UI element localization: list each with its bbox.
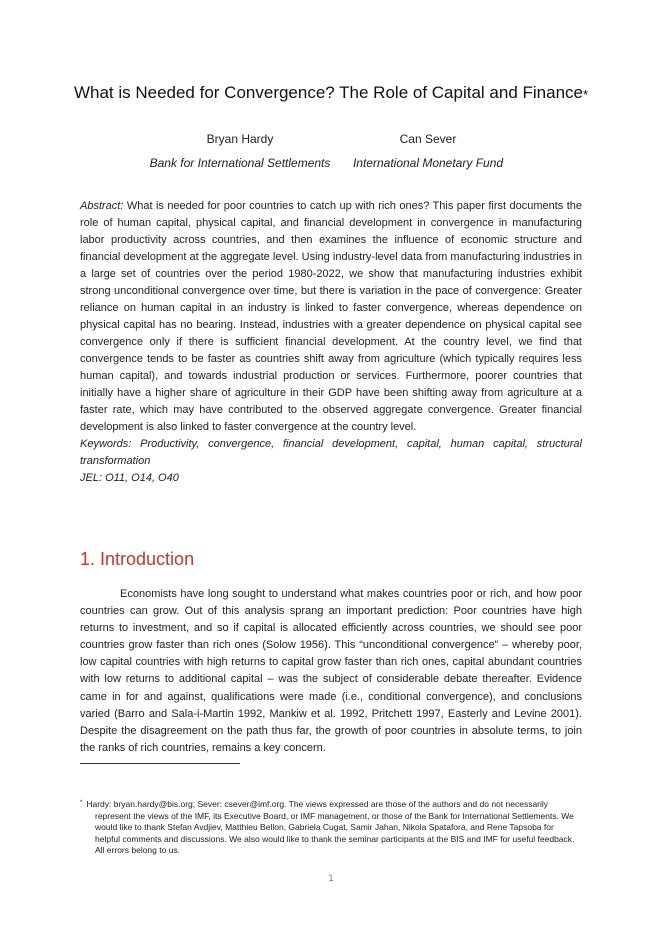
footnote-text: Hardy: bryan.hardy@bis.org; Sever: csever@imf.org. The views expressed are those of the authors and do not necessarily represent the views of the IMF, its Executive Board, or IMF management, or those of the Bank for International Settlements. We would like to thank Stefan Avdjiev, Matthieu Bellon, Gabriela Cugat, Samir Jahan, Nikola Spatafora, and Rene Tapsoba for helpful comments and discussions. We also would like to thank the seminar participants at the BIS and IMF for useful feedback. All errors belong to us. [86, 799, 575, 855]
abstract [80, 198, 582, 436]
footnote-mark: * [80, 800, 83, 806]
author-1 [140, 127, 340, 175]
abstract-text: What is needed for poor countries to catch up with rich ones? This paper first documents the role of human capital, physical capital, and financial development in convergence in manufacturing labor productivity across countries, and then examines the influence of economic structure and financial development at the aggregate level. Using industry-level data from manufacturing industries in a large set of countries over the period 1980-2022, we show that manufacturing industries exhibit strong unconditional convergence over time, but there is variation in the pace of convergence: Greater reliance on human capital in an industry is linked to faster convergence, whereas dependence on physical capital has no bearing. Instead, industries with a greater dependence on physical capital see convergence only if there is sufficient financial development. At the country level, we find that convergence tends to be faster as countries shift away from agriculture (which typically requires less human capital), and towards industrial production or services. Furthermore, poorer countries that initially have a higher share of agriculture in their GDP have been shifting away from agriculture at a faster rate, which may have contributed to the observed aggregate convergence. Greater financial development is also linked to faster convergence at the country level. [80, 200, 583, 433]
intro-paragraph: Economists have long sought to understand what makes countries poor or rich, and how poor countries can grow. Out of this analysis sprang an important prediction: Poor countries have high returns to investment, and so if capital is allocated efficiently across countries, we should see poor countries grow faster than rich ones (Solow 1956). This “unconditional convergence” – whereby poor, low capital countries with high returns to capital grow faster than rich ones, capital abundant countries with low returns to additional capital – was the subject of considerable debate thereafter. Evidence came in for and against, qualifications were made (i.e., conditional convergence), and conclusions varied (Barro and Sala-i-Martin 1992, Mankiw et al. 1992, Pritchett 1997, Easterly and Levine 2001). Despite the disagreement on the path thus far, the growth of poor countries in absolute terms, to join the ranks of rich countries, remains a key concern. [80, 588, 582, 754]
footnote [80, 798, 580, 857]
author-block [0, 127, 662, 171]
title-footnote-mark[interactable]: * [582, 87, 589, 102]
author-name: Bryan Hardy [206, 132, 274, 146]
author-name: Can Sever [399, 132, 457, 146]
author-affiliation: International Monetary Fund [352, 156, 504, 170]
abstract-label: Abstract: [80, 200, 124, 212]
paper-title [60, 82, 602, 106]
paper-title-text: What is Needed for Convergence? The Role of Capital and Finance [73, 83, 583, 102]
footnote-divider [80, 763, 240, 764]
jel-codes: JEL: O11, O14, O40 [80, 472, 179, 484]
page-number: 1 [328, 873, 334, 883]
section-heading: 1. Introduction [80, 549, 195, 569]
keywords: Keywords: Productivity, convergence, financial development, capital, human capital, structural transformation [80, 438, 582, 467]
author-affiliation: Bank for International Settlements [149, 156, 331, 170]
author-2 [346, 127, 510, 175]
